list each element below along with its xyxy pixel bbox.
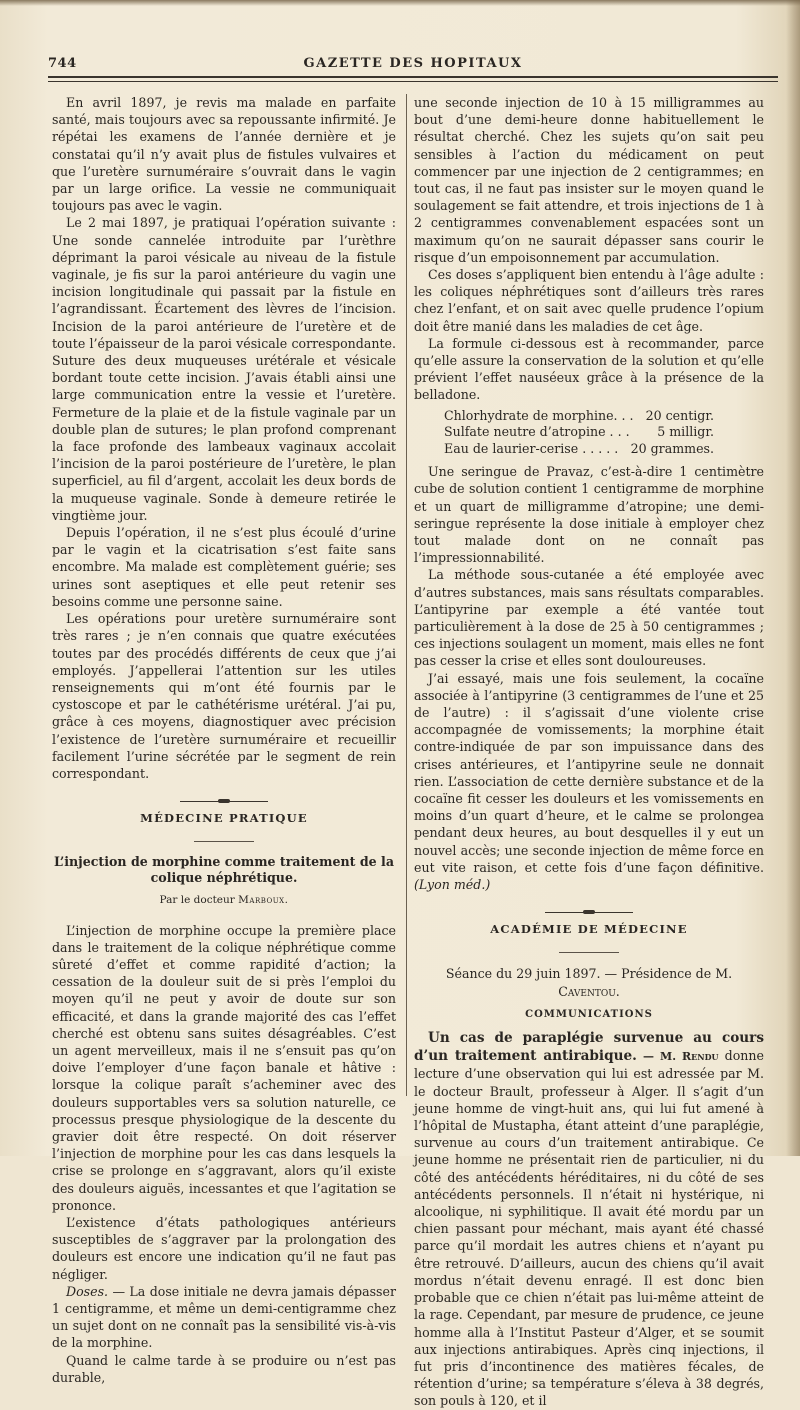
heading-rule xyxy=(559,952,619,953)
communications-heading: COMMUNICATIONS xyxy=(525,1008,653,1020)
paragraph-text: J’ai essayé, mais une fois seulement, la cocaïne associée à l’antipyrine (3 centigrammes de l’une et 25 de l’autre) : il s’agissait d’une violente crise accompagnée de vomissements; la morphine était contre-indiquée de par son impuissance dans des crises antérieures, et l’antipyrine seule ne donnait rien. L’association de cette dernière substance et de la cocaïne fit cesser les douleurs et les vomissements en moins d’un quart d’heure, et le calme se prolongea pendant deux heures, au bout desquelles il y eut un nouvel accès; une seconde injection de même force en eut vite raison, et cette fois d’une façon définitive. xyxy=(414,670,764,875)
paragraph: La méthode sous-cutanée a été employée avec d’autres substances, mais sans résultats comparables. L’antipyrine par exemple a été vantée tout particulièrement à la dose de 25 à 50 centigrammes ; ces injections soulagent un moment, mais elles ne font pas cesser la crise et elles sont douloureuses. xyxy=(414,567,764,669)
journal-title: GAZETTE DES HOPITAUX xyxy=(303,56,523,71)
paragraph: une seconde injection de 10 à 15 milligrammes au bout d’une demi-heure donne habituellement le résultat cherché. Chez les sujets qu’on sait peu sensibles à l’action du médicament on peut commencer par une injection de 2 centigrammes; en tout cas, il ne faut pas insister sur le moyen quand le soulagement se fait attendre, et trois injections de 1 à 2 centigrammes convenablement espacées sont un maximum qu’on ne saurait dépasser sans courir le risque d’un empoisonnement par accumulation. xyxy=(414,95,764,265)
page-number: 744 xyxy=(48,56,77,71)
formula-dose: 5 milligr. xyxy=(657,424,714,440)
formula-dose: 20 centigr. xyxy=(645,407,714,423)
prescription-formula xyxy=(444,408,764,458)
page-header xyxy=(48,54,778,74)
formula-ingredient: Sulfate neutre d’atropine . . . xyxy=(444,424,630,440)
byline xyxy=(52,892,396,909)
section-heading: MÉDECINE PRATIQUE xyxy=(140,811,308,826)
paragraph: Une seringue de Pravaz, c’est-à-dire 1 centimètre cube de solution contient 1 centigramme de morphine et un quart de milligramme d’atropine; une demi-seringue représente la dose initiale à employer chez tout malade dont on ne connaît pas l’impressionnabilité. xyxy=(414,464,764,566)
paragraph: Depuis l’opération, il ne s’est plus écoulé d’urine par le vagin et la cicatrisation s’est faite sans encombre. Ma malade est complètement guérie; ses urines sont aseptiques et elle peut retenir ses besoins comme une personne saine. xyxy=(52,525,396,609)
source-citation: (Lyon méd.) xyxy=(414,877,491,893)
ornamental-separator xyxy=(52,792,396,802)
paragraph: En avril 1897, je revis ma malade en parfaite santé, mais toujours avec sa repoussante infirmité. Je répétai les examens de l’année dernière et je constatai qu’il n’y avait plus de fistules vulvaires et que l’uretère surnuméraire s’ouvrait dans le vagin par un large orifice. La vessie ne communiquait toujours pas avec le vagin. xyxy=(52,95,396,214)
formula-row xyxy=(444,424,714,441)
left-column xyxy=(52,94,396,1386)
header-rule-thin xyxy=(48,81,778,82)
doses-label: Doses. xyxy=(66,1283,109,1299)
ornamental-separator xyxy=(414,903,764,913)
heading-rule xyxy=(194,841,254,842)
formula-ingredient: Eau de laurier-cerise . . . . . xyxy=(444,440,619,456)
communication-paragraph xyxy=(414,1029,764,1409)
paragraph: Le 2 mai 1897, je pratiquai l’opération suivante : Une sonde cannelée introduite par l’urèthre déprimant la paroi vésicale au niveau de la fistule vaginale, je fis sur la paroi antérieure du vagin une incision longitudinale qui passait par la fistule en l’agrandissant. Écartement des lèvres de l’incision. Incision de la paroi antérieure de l’uretère et de toute l’épaisseur de la paroi vésicale correspondante. Suture des deux muqueuses urétérale et vésicale bordant toute cette incision. J’avais établi ainsi une large communication entre la vessie et l’uretère. Fermeture de la plaie et de la fistule vaginale par un double plan de sutures; le plan profond comprenant la face profonde des lambeaux vaginaux accolait l’incision de la paroi postérieure de l’uretère, le plan superficiel, au fil d’argent, accolait les deux bords de la muqueuse vaginale. Sonde à demeure retirée le vingtième jour. xyxy=(52,215,396,523)
paragraph xyxy=(414,670,764,894)
section-heading: ACADÉMIE DE MÉDECINE xyxy=(490,922,688,937)
paragraph: Quand le calme tarde à se produire ou n’est pas durable, xyxy=(52,1352,396,1385)
seance-line xyxy=(414,965,764,999)
communication-text: donne lecture d’une observation qui lui est adressée par M. le docteur Brault, professeur à Alger. Il s’agit d’un jeune homme de vingt-huit ans, qui lui fut amené à l’hôpital de Mustapha, étant atteint d’une paraplégie, survenue au cours d’un traitement antirabique. Ce jeune homme ne présentait rien de particulier, ni du côté des antécédents héréditaires, ni du côté de ses antécédents personnels. Il n’était ni hystérique, ni alcoolique, ni syphilitique. Il avait été mordu par un chien passant pour méchant, mais ayant été chassé parce qu’il mordait les autres chiens et n’ayant pu être retrouvé. D’ailleurs, aucun des chiens qu’il avait mordus n’était devenu enragé. Il est donc bien probable que ce chien n’était pas lui-même atteint de la rage. Cependant, par mesure de prudence, ce jeune homme alla à l’Institut Pasteur d’Alger, et se soumit aux injections antirabiques. Après cinq injections, il fut pris d’incontinence des matières fécales, de rétention d’urine; sa température s’éleva à 38 degrés, son pouls à 120, et il xyxy=(414,1048,764,1409)
byline-author: Marboux. xyxy=(238,894,289,907)
communication-title: Un cas de paraplégie survenue au cours d’un traitement antirabique. xyxy=(414,1030,764,1065)
paragraph: L’injection de morphine occupe la première place dans le traitement de la colique néphrétique comme sûreté d’effet et comme rapidité d’action; la cessation de la douleur suit de si près l’emploi du moyen qu’il ne peut y avoir de doute sur son efficacité, et dans la grande majorité des cas l’effet cherché est obtenu sans suites désagréables. C’est un agent merveilleux, mais il ne s’ensuit pas qu’on doive l’employer d’une façon banale et hâtive : lorsque la colique paraît s’acheminer avec des douleurs supportables vers sa solution naturelle, ce processus presque physiologique de la descente du gravier doit être respecté. On doit réserver l’injection de morphine pour les cas dans lesquels la crise se prolonge en s’aggravant, alors qu’il existe des douleurs aiguës, incessantes et que l’agitation se prononce. xyxy=(52,922,396,1213)
paragraph: Ces doses s’appliquent bien entendu à l’âge adulte : les coliques néphrétiques sont d’ailleurs très rares chez l’enfant, et on sait avec quelle prudence l’opium doit être manié dans les maladies de cet âge. xyxy=(414,267,764,334)
right-column xyxy=(414,94,764,1410)
paragraph: La formule ci-dessous est à recommander, parce qu’elle assure la conservation de la solution et qu’elle prévient l’effet nauséeux grâce à la présence de la belladone. xyxy=(414,335,764,403)
byline-prefix: Par le docteur xyxy=(159,894,235,907)
header-rule-thick xyxy=(48,76,778,78)
formula-ingredient: Chlorhydrate de morphine. . . xyxy=(444,407,634,423)
column-divider xyxy=(406,94,407,1096)
article-title: L’injection de morphine comme traitement de la colique néphrétique. xyxy=(54,854,394,886)
page-top-edge xyxy=(0,0,800,6)
formula-dose: 20 grammes. xyxy=(630,440,714,456)
paragraph: Les opérations pour uretère surnuméraire sont très rares ; je n’en connais que quatre exécutées toutes par des procédés différents de ceux que j’ai employés. J’appellerai l’attention sur les utiles renseignements qui m’ont été fournis par le cystoscope et par le cathétérisme urétéral. J’ai pu, grâce à ces moyens, diagnostiquer avec précision l’existence de l’uretère surnuméraire et recueillir facilement l’urine sécrétée par le segment de rein correspondant. xyxy=(52,611,396,781)
seance-date: Séance du 29 juin 1897. — Présidence de M. xyxy=(445,966,733,982)
seance-president: Caventou. xyxy=(558,983,620,999)
paragraph: L’existence d’états pathologiques antérieurs susceptibles de s’aggraver par la prolongation des douleurs est encore une indication qu’il ne faut pas négliger. xyxy=(52,1214,396,1282)
paragraph-doses xyxy=(52,1283,396,1352)
doses-text: — La dose initiale ne devra jamais dépasser 1 centigramme, et même un demi-centigramme chez un sujet dont on ne connaît pas la sensibilité vis-à-vis de la morphine. xyxy=(52,1283,396,1351)
formula-row xyxy=(444,441,714,458)
formula-row xyxy=(444,408,714,425)
page-spine-shadow xyxy=(786,0,800,1156)
communication-author: — M. Rendu xyxy=(643,1050,719,1064)
